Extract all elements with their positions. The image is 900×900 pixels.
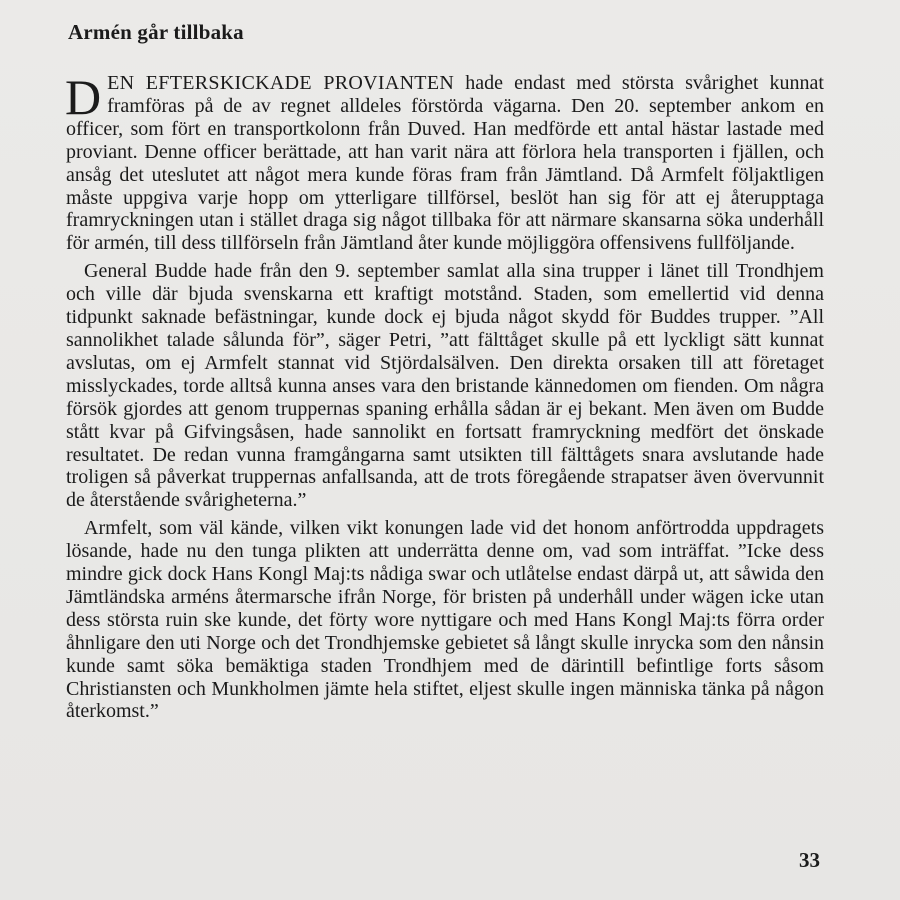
paragraph-2: General Budde hade från den 9. september samlat alla sina trupper i länet till Trondhjem och ville där bjuda svenskarna ett kraftigt motstånd. Staden, som emellertid vid denna tidpunkt saknade befästningar, kunde dock ej bjuda något skydd för Buddes trupper. ”All sannolikhet talade sålunda för”, säger Petri, ”att fälttåget skulle på ett lyckligt sätt kunnat avslutas, om ej Armfelt stannat vid Stjördalsälven. Den direkta orsaken till att företaget misslyckades, torde alltså kunna anses vara den bristande kännedomen om fienden. Om några försök gjordes att genom truppernas spaning erhålla sådan är ej bekant. Men även om Budde stått kvar på Gifvingsåsen, hade sannolikt en fortsatt framryckning medfört det önskade resultatet. De redan vunna framgångarna samt utsikten till fälttågets snara avslutande hade troligen så påverkat truppernas anfallsanda, att de trots föregående strapatser även övervunnit de återstående svårigheterna.” [66, 260, 824, 512]
paragraph-1 [65, 69, 824, 255]
lead-small-caps: EN EFTERSKICKADE PROVIANTEN [107, 72, 455, 94]
page-number: 33 [799, 848, 820, 872]
paragraph-1-text: hade endast med största svårighet kunnat framföras på de av regnet alldeles förstörda vägarna. Den 20. september ankom en officer, som fört en transportkolonn från Duved. Han medförde ett antal hästar lastade med proviant. Denne officer berättade, att han varit nära att förlora hela transporten i fjällen, och ansåg det uteslutet att något mera kunde föras fram från Jämtland. Då Armfelt följaktligen måste uppgiva varje hopp om ytterligare tillförsel, beslöt han sig för att ej återupptaga framryckningen utan i stället draga sig något tillbaka för att närmare skansarna söka underhåll för armén, till dess tillförseln från Jämtland åter kunde möjliggöra offensivens fullföljande. [66, 72, 824, 255]
drop-cap: D [65, 69, 102, 125]
chapter-heading: Armén går tillbaka [68, 20, 244, 44]
paragraph-3: Armfelt, som väl kände, vilken vikt konungen lade vid det honom anförtrodda uppdragets lösande, hade nu den tunga plikten att underrätta denne om, vad som inträffat. ”Icke dess mindre gick dock Hans Kongl Maj:ts nådiga swar och utlåtelse endast därpå ut, att såwida den Jämtländska arméns återmarsche ifrån Norge, för bristen på underhåll under wägen icke utan dess största ruin ske kunde, det förty wore nyttigare och med Hans Kongl Maj:ts förra order åhnligare den uti Norge och det Trondhjemske gebietet så långt skulle inrycka som den nånsin kunde samt söka bemäktiga staden Trondhjem med de därintill befintlige forts såsom Christiansten och Munkholmen jämte hela stiftet, eljest skulle ingen människa tänka på någon återkomst.” [66, 517, 824, 723]
body-text [65, 69, 824, 723]
